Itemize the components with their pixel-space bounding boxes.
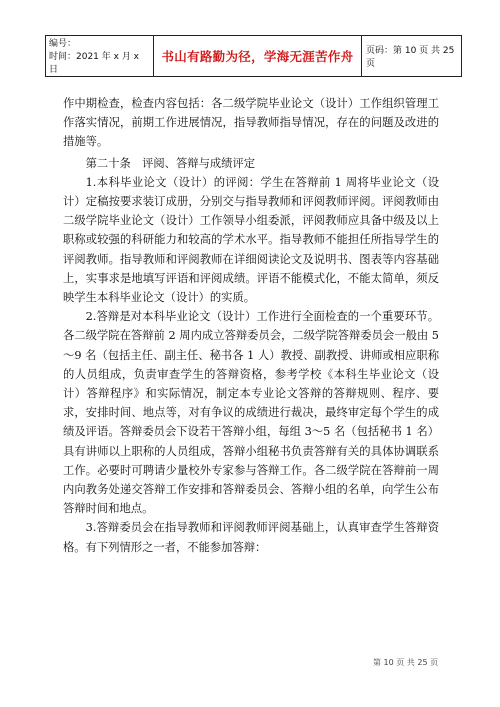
number-label: 编号： <box>49 39 77 49</box>
paragraph-3: 2.答辩是对本科毕业论文（设计）工作进行全面检查的一个重要环节。各二级学院在答辩前 2 周内成立答辩委员会，二级学院答辩委员会一般由 5～9 名（包括主任、副主任、秘书各 1 人）教授、副教授、讲师或相应职称的人员组成，负责审查学生的答辩资格，参考学校《本科生毕业论文（设计）答辩程序》和实际情况，制定本专业论文答辩的答辩规则、程序、要求，安排时间、地点等，对有争议的成绩进行裁决，最终审定每个学生的成绩及评语。答辩委员会下设若干答辩小组，每组 3～5 名（包括秘书 1 名）具有讲师以上职称的人员组成，答辩小组秘书负责答辩有关的具体协调联系工作。必要时可聘请少量校外专家参与答辩工作。各二级学院在答辩前一周内向教务处递交答辩工作安排和答辩委员会、答辩小组的名单，向学生公布答辩时间和地点。 <box>63 310 439 516</box>
motto-text: 书山有路勤为径，学海无涯苦作舟 <box>161 49 354 64</box>
header-middle-cell <box>154 36 362 76</box>
page-label: 页码：第 10 页 共 25 页 <box>366 46 455 69</box>
paragraph-1: 作中期检查，检查内容包括：各二级学院毕业论文（设计）工作组织管理工作落实情况，前期工作进展情况，指导教师指导情况，存在的问题及改进的措施等。 <box>63 97 439 149</box>
paragraph-2: 1.本科毕业论文（设计）的评阅：学生在答辩前 1 周将毕业论文（设计）定稿按要求装订成册，分别交与指导教师和评阅教师评阅。评阅教师由二级学院毕业论文（设计）工作领导小组委派，评阅教师应具备中级及以上职称或较强的科研能力和较高的学术水平。指导教师不能担任所指导学生的评阅教师。指导教师和评阅教师在详细阅读论文及说明书、图表等内容基础上，实事求是地填写评语和评阅成绩。评语不能模式化，不能太简单，须反映学生本科毕业论文（设计）的实质。 <box>63 175 439 305</box>
time-label: 时间：2021 年 x 月 x 日 <box>49 52 140 75</box>
paragraph-4: 3.答辩委员会在指导教师和评阅教师评阅基础上，认真审查学生答辩资格。有下列情形之一者，不能参加答辩： <box>63 521 439 554</box>
header-left-cell <box>46 36 154 76</box>
page-footer: 第 10 页 共 25 页 <box>373 658 439 667</box>
article-heading: 第二十条 评阅、答辩与成绩评定 <box>85 156 256 170</box>
header-right-cell <box>362 36 461 76</box>
header-table <box>45 35 462 77</box>
document-body <box>63 94 439 557</box>
